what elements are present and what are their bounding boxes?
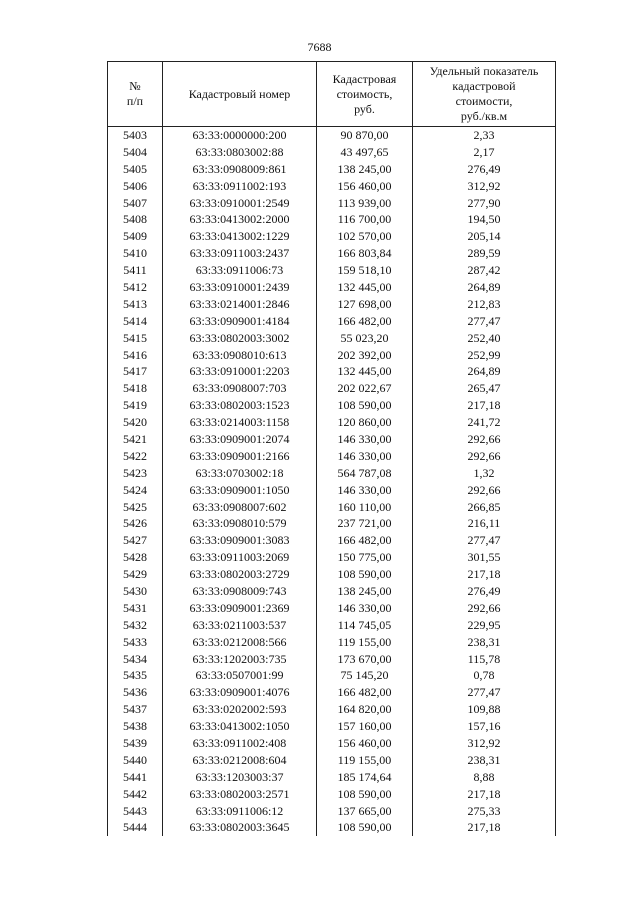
cell-cadastral-number: 63:33:0000000:200 (163, 127, 317, 144)
cell-row-number: 5443 (108, 803, 163, 820)
cell-cadastral-value: 237 721,00 (317, 515, 413, 532)
table-row (108, 211, 556, 228)
table-body (108, 127, 556, 837)
cell-cadastral-value: 166 482,00 (317, 313, 413, 330)
cell-specific-indicator: 238,31 (413, 634, 556, 651)
table-row (108, 296, 556, 313)
cell-specific-indicator: 277,90 (413, 195, 556, 212)
cell-row-number: 5418 (108, 380, 163, 397)
table-row (108, 245, 556, 262)
cell-row-number: 5411 (108, 262, 163, 279)
cell-cadastral-number: 63:33:0507001:99 (163, 668, 317, 685)
cell-cadastral-number: 63:33:0910001:2549 (163, 195, 317, 212)
cell-row-number: 5419 (108, 397, 163, 414)
table-row (108, 161, 556, 178)
table-row (108, 380, 556, 397)
cell-cadastral-number: 63:33:0703002:18 (163, 465, 317, 482)
cell-specific-indicator: 276,49 (413, 161, 556, 178)
cell-row-number: 5410 (108, 245, 163, 262)
cell-cadastral-value: 166 482,00 (317, 532, 413, 549)
cell-specific-indicator: 266,85 (413, 499, 556, 516)
cell-cadastral-number: 63:33:0803002:88 (163, 144, 317, 161)
table-row (108, 752, 556, 769)
table-row (108, 313, 556, 330)
cell-row-number: 5414 (108, 313, 163, 330)
table-row (108, 279, 556, 296)
cell-row-number: 5416 (108, 347, 163, 364)
table-row (108, 448, 556, 465)
cell-cadastral-value: 146 330,00 (317, 482, 413, 499)
cell-cadastral-number: 63:33:0911006:73 (163, 262, 317, 279)
table-row (108, 769, 556, 786)
cell-cadastral-number: 63:33:0211003:537 (163, 617, 317, 634)
cell-cadastral-value: 146 330,00 (317, 600, 413, 617)
cell-cadastral-value: 157 160,00 (317, 718, 413, 735)
cell-row-number: 5440 (108, 752, 163, 769)
cell-specific-indicator: 292,66 (413, 600, 556, 617)
cell-row-number: 5432 (108, 617, 163, 634)
cell-cadastral-value: 102 570,00 (317, 228, 413, 245)
cell-specific-indicator: 264,89 (413, 279, 556, 296)
cell-specific-indicator: 1,32 (413, 465, 556, 482)
cell-specific-indicator: 238,31 (413, 752, 556, 769)
cell-cadastral-value: 113 939,00 (317, 195, 413, 212)
table-row (108, 347, 556, 364)
cell-cadastral-value: 127 698,00 (317, 296, 413, 313)
cell-cadastral-number: 63:33:0413002:1229 (163, 228, 317, 245)
cell-cadastral-value: 166 803,84 (317, 245, 413, 262)
cell-specific-indicator: 287,42 (413, 262, 556, 279)
table-row (108, 701, 556, 718)
cell-specific-indicator: 194,50 (413, 211, 556, 228)
cell-cadastral-value: 108 590,00 (317, 397, 413, 414)
cell-cadastral-number: 63:33:0909001:3083 (163, 532, 317, 549)
cell-cadastral-value: 55 023,20 (317, 330, 413, 347)
table-row (108, 262, 556, 279)
cell-cadastral-value: 108 590,00 (317, 820, 413, 837)
cell-cadastral-value: 75 145,20 (317, 668, 413, 685)
cell-cadastral-value: 108 590,00 (317, 786, 413, 803)
cell-row-number: 5441 (108, 769, 163, 786)
table-row (108, 499, 556, 516)
cell-specific-indicator: 2,17 (413, 144, 556, 161)
cell-specific-indicator: 217,18 (413, 566, 556, 583)
cell-cadastral-number: 63:33:0911003:2069 (163, 549, 317, 566)
cell-row-number: 5420 (108, 414, 163, 431)
cell-cadastral-value: 156 460,00 (317, 178, 413, 195)
cell-specific-indicator: 312,92 (413, 178, 556, 195)
cell-cadastral-value: 132 445,00 (317, 363, 413, 380)
table-row (108, 414, 556, 431)
table-row (108, 363, 556, 380)
cell-row-number: 5433 (108, 634, 163, 651)
cell-specific-indicator: 252,99 (413, 347, 556, 364)
cell-cadastral-number: 63:33:0911006:12 (163, 803, 317, 820)
table-row (108, 515, 556, 532)
cell-cadastral-number: 63:33:0908009:743 (163, 583, 317, 600)
cell-cadastral-value: 132 445,00 (317, 279, 413, 296)
cell-cadastral-value: 114 745,05 (317, 617, 413, 634)
cell-row-number: 5444 (108, 820, 163, 837)
cell-specific-indicator: 216,11 (413, 515, 556, 532)
table-row (108, 482, 556, 499)
cell-cadastral-number: 63:33:0908007:602 (163, 499, 317, 516)
table-row (108, 178, 556, 195)
cell-row-number: 5431 (108, 600, 163, 617)
cell-cadastral-value: 120 860,00 (317, 414, 413, 431)
cell-specific-indicator: 264,89 (413, 363, 556, 380)
cell-specific-indicator: 212,83 (413, 296, 556, 313)
cell-cadastral-number: 63:33:0910001:2439 (163, 279, 317, 296)
cell-row-number: 5426 (108, 515, 163, 532)
cell-cadastral-number: 63:33:0212008:566 (163, 634, 317, 651)
cell-cadastral-number: 63:33:0202002:593 (163, 701, 317, 718)
cell-row-number: 5408 (108, 211, 163, 228)
cell-cadastral-number: 63:33:0909001:2369 (163, 600, 317, 617)
cell-specific-indicator: 241,72 (413, 414, 556, 431)
cell-cadastral-number: 63:33:0413002:1050 (163, 718, 317, 735)
cell-row-number: 5407 (108, 195, 163, 212)
cell-cadastral-number: 63:33:0802003:2571 (163, 786, 317, 803)
cell-row-number: 5427 (108, 532, 163, 549)
cell-cadastral-value: 138 245,00 (317, 161, 413, 178)
cell-row-number: 5423 (108, 465, 163, 482)
table-row (108, 431, 556, 448)
header-line: руб. (354, 101, 375, 116)
cell-specific-indicator: 277,47 (413, 684, 556, 701)
cell-cadastral-value: 173 670,00 (317, 651, 413, 668)
cell-cadastral-value: 156 460,00 (317, 735, 413, 752)
cell-cadastral-number: 63:33:0909001:4076 (163, 684, 317, 701)
header-line: Кадастровый номер (188, 86, 291, 101)
cell-specific-indicator: 292,66 (413, 482, 556, 499)
cell-specific-indicator: 292,66 (413, 431, 556, 448)
cell-cadastral-number: 63:33:0908007:703 (163, 380, 317, 397)
cell-cadastral-number: 63:33:0802003:3645 (163, 820, 317, 837)
cell-specific-indicator: 115,78 (413, 651, 556, 668)
cell-cadastral-value: 138 245,00 (317, 583, 413, 600)
cadastral-table (107, 61, 556, 836)
cell-row-number: 5437 (108, 701, 163, 718)
cell-row-number: 5421 (108, 431, 163, 448)
header-line: стоимость, (336, 86, 393, 101)
table-row (108, 566, 556, 583)
cell-cadastral-number: 63:33:0911002:193 (163, 178, 317, 195)
cell-cadastral-value: 564 787,08 (317, 465, 413, 482)
cell-row-number: 5430 (108, 583, 163, 600)
table-row (108, 195, 556, 212)
cell-row-number: 5422 (108, 448, 163, 465)
table-row (108, 228, 556, 245)
header-line: № (129, 79, 141, 93)
header-cadastral-number (163, 62, 317, 127)
cell-specific-indicator: 277,47 (413, 532, 556, 549)
header-cadastral-value (317, 62, 413, 127)
cell-cadastral-number: 63:33:0214001:2846 (163, 296, 317, 313)
cell-specific-indicator: 301,55 (413, 549, 556, 566)
header-line: Удельный показатель (429, 64, 539, 78)
cell-specific-indicator: 265,47 (413, 380, 556, 397)
cell-cadastral-value: 146 330,00 (317, 431, 413, 448)
table-row (108, 786, 556, 803)
table-row (108, 144, 556, 161)
cell-cadastral-value: 137 665,00 (317, 803, 413, 820)
cell-row-number: 5413 (108, 296, 163, 313)
cell-cadastral-value: 164 820,00 (317, 701, 413, 718)
cell-cadastral-value: 116 700,00 (317, 211, 413, 228)
header-row (108, 62, 556, 127)
cell-cadastral-number: 63:33:0908010:613 (163, 347, 317, 364)
cell-cadastral-number: 63:33:0911003:2437 (163, 245, 317, 262)
cell-row-number: 5412 (108, 279, 163, 296)
page-number: 7688 (307, 40, 332, 54)
cell-cadastral-value: 202 392,00 (317, 347, 413, 364)
cell-specific-indicator: 276,49 (413, 583, 556, 600)
cell-cadastral-number: 63:33:1203003:37 (163, 769, 317, 786)
cell-cadastral-value: 119 155,00 (317, 752, 413, 769)
cell-row-number: 5406 (108, 178, 163, 195)
cell-cadastral-value: 166 482,00 (317, 684, 413, 701)
cell-row-number: 5409 (108, 228, 163, 245)
table-row (108, 820, 556, 837)
cell-cadastral-number: 63:33:0911002:408 (163, 735, 317, 752)
cell-cadastral-value: 185 174,64 (317, 769, 413, 786)
table-row (108, 651, 556, 668)
cell-row-number: 5438 (108, 718, 163, 735)
cell-specific-indicator: 275,33 (413, 803, 556, 820)
cell-cadastral-number: 63:33:1202003:735 (163, 651, 317, 668)
table-row (108, 465, 556, 482)
cell-specific-indicator: 292,66 (413, 448, 556, 465)
cell-specific-indicator: 157,16 (413, 718, 556, 735)
header-row-number (108, 62, 163, 127)
table-row (108, 617, 556, 634)
cell-row-number: 5405 (108, 161, 163, 178)
cell-row-number: 5439 (108, 735, 163, 752)
header-line: кадастровой (452, 79, 516, 93)
cell-specific-indicator: 289,59 (413, 245, 556, 262)
cell-specific-indicator: 252,40 (413, 330, 556, 347)
cell-cadastral-value: 160 110,00 (317, 499, 413, 516)
cell-row-number: 5424 (108, 482, 163, 499)
cell-cadastral-number: 63:33:0908010:579 (163, 515, 317, 532)
header-line: руб./кв.м (460, 109, 508, 123)
table-row (108, 803, 556, 820)
table-row (108, 634, 556, 651)
cell-cadastral-number: 63:33:0413002:2000 (163, 211, 317, 228)
cell-row-number: 5442 (108, 786, 163, 803)
cell-cadastral-value: 119 155,00 (317, 634, 413, 651)
table-row (108, 735, 556, 752)
table-row (108, 718, 556, 735)
table-row (108, 127, 556, 144)
table-row (108, 684, 556, 701)
cell-row-number: 5435 (108, 668, 163, 685)
cell-specific-indicator: 217,18 (413, 786, 556, 803)
cell-cadastral-number: 63:33:0910001:2203 (163, 363, 317, 380)
cell-row-number: 5436 (108, 684, 163, 701)
header-specific-indicator (413, 62, 556, 127)
table-row (108, 583, 556, 600)
cell-cadastral-value: 202 022,67 (317, 380, 413, 397)
table-row (108, 549, 556, 566)
cell-cadastral-value: 146 330,00 (317, 448, 413, 465)
cell-row-number: 5404 (108, 144, 163, 161)
cell-specific-indicator: 312,92 (413, 735, 556, 752)
cell-cadastral-number: 63:33:0802003:3002 (163, 330, 317, 347)
table-row (108, 532, 556, 549)
table-header (108, 62, 556, 127)
cell-cadastral-number: 63:33:0212008:604 (163, 752, 317, 769)
cell-cadastral-number: 63:33:0909001:2074 (163, 431, 317, 448)
cell-specific-indicator: 8,88 (413, 769, 556, 786)
cell-row-number: 5429 (108, 566, 163, 583)
cell-row-number: 5425 (108, 499, 163, 516)
header-line: Кадастровая (332, 71, 397, 86)
cell-specific-indicator: 205,14 (413, 228, 556, 245)
cell-cadastral-value: 159 518,10 (317, 262, 413, 279)
cell-cadastral-number: 63:33:0802003:1523 (163, 397, 317, 414)
cell-specific-indicator: 217,18 (413, 397, 556, 414)
header-line: п/п (126, 94, 144, 108)
cell-cadastral-number: 63:33:0214003:1158 (163, 414, 317, 431)
cell-specific-indicator: 277,47 (413, 313, 556, 330)
cell-row-number: 5434 (108, 651, 163, 668)
cell-row-number: 5415 (108, 330, 163, 347)
cell-specific-indicator: 0,78 (413, 668, 556, 685)
table-row (108, 600, 556, 617)
cell-cadastral-number: 63:33:0909001:4184 (163, 313, 317, 330)
cell-specific-indicator: 229,95 (413, 617, 556, 634)
cell-row-number: 5428 (108, 549, 163, 566)
cell-row-number: 5417 (108, 363, 163, 380)
cell-cadastral-value: 43 497,65 (317, 144, 413, 161)
cell-specific-indicator: 2,33 (413, 127, 556, 144)
cell-cadastral-value: 90 870,00 (317, 127, 413, 144)
cell-cadastral-number: 63:33:0909001:1050 (163, 482, 317, 499)
cell-specific-indicator: 109,88 (413, 701, 556, 718)
table-row (108, 397, 556, 414)
cell-cadastral-number: 63:33:0909001:2166 (163, 448, 317, 465)
table-row (108, 330, 556, 347)
cell-specific-indicator: 217,18 (413, 820, 556, 837)
cell-cadastral-value: 108 590,00 (317, 566, 413, 583)
cell-cadastral-number: 63:33:0908009:861 (163, 161, 317, 178)
cell-cadastral-value: 150 775,00 (317, 549, 413, 566)
cell-cadastral-number: 63:33:0802003:2729 (163, 566, 317, 583)
table-row (108, 668, 556, 685)
header-line: стоимости, (455, 94, 513, 108)
cell-row-number: 5403 (108, 127, 163, 144)
